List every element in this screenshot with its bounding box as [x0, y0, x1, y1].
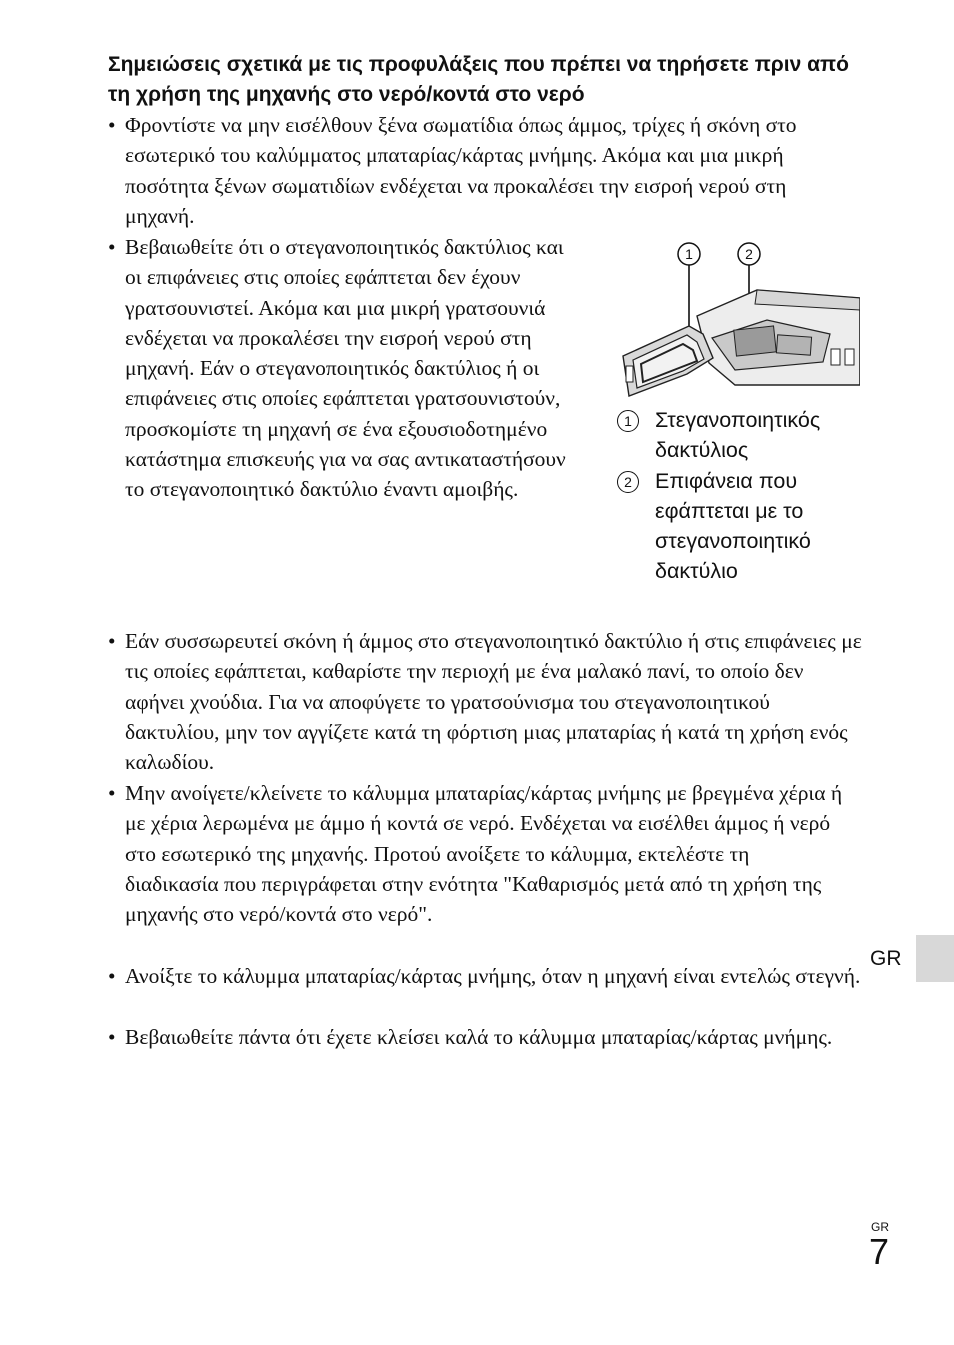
bullet-text: Φροντίστε να μην εισέλθουν ξένα σωματίδια όπως άμμος, τρίχες ή σκόνη στο εσωτερικό του καλύμματος μπαταρίας/κάρτας μνήμης. Ακόμα και μια μικρή ποσότητα ξένων σωματιδίων ενδέχεται να προκαλέσει την εισροή νερού στη μηχανή. — [125, 113, 797, 228]
camera-cover-illustration — [617, 238, 860, 398]
bullet-item — [108, 961, 865, 991]
bullet-text: Εάν συσσωρευτεί σκόνη ή άμμος στο στεγανοποιητικό δακτύλιο ή στις επιφάνειες με τις οποίες εφάπτεται, καθαρίστε την περιοχή με ένα μαλακό πανί, το οποίο δεν αφήνει χνούδια. Για να αποφύγετε το γρατσούνισμα του στεγανοποιητικού δακτυλίου, μην τον αγγίζετε κατά τη φόρτιση μιας μπαταρίας ή κατά τη χρήση ενός καλωδίου. — [125, 629, 862, 775]
bullet-text: Ανοίξτε το κάλυμμα μπαταρίας/κάρτας μνήμης, όταν η μηχανή είναι εντελώς στεγνή. — [125, 964, 861, 988]
camera-body-icon — [697, 290, 860, 385]
bullet-item — [108, 778, 845, 929]
bullet-text: Βεβαιωθείτε πάντα ότι έχετε κλείσει καλά το κάλυμμα μπαταρίας/κάρτας μνήμης. — [125, 1025, 833, 1049]
callout-1-label: 1 — [685, 246, 693, 262]
bullet-item — [108, 232, 575, 505]
callout-2 — [738, 243, 760, 265]
bullet-item — [108, 110, 855, 231]
bullet-item — [108, 626, 865, 777]
bullet-marker: • — [108, 781, 116, 805]
page-number: 7 — [869, 1231, 890, 1272]
legend-item-2 — [617, 466, 867, 587]
legend-number-1: 1 — [617, 410, 639, 432]
bullet-marker: • — [108, 964, 116, 988]
bullet-marker: • — [108, 113, 116, 137]
legend-item-1 — [617, 405, 867, 466]
bullet-marker: • — [108, 629, 116, 653]
bullet-marker: • — [108, 235, 116, 259]
legend-text-1: Στεγανοποιητικός δακτύλιος — [655, 408, 821, 463]
bullet-item — [108, 1022, 845, 1052]
callout-2-label: 2 — [745, 246, 753, 262]
bullet-text: Βεβαιωθείτε ότι ο στεγανοποιητικός δακτύλιος και οι επιφάνειες στις οποίες εφάπτεται δεν έχουν γρατσουνιστεί. Ακόμα και μια μικρή γρατσουνιά ενδέχεται να προκαλέσει την εισροή νερού στη μηχανή. Εάν ο στεγανοποιητικός δακτύλιος ή οι επιφάνειες στις οποίες εφάπτεται γρατσουνιστούν, προσκομίστε τη μηχανή σε ένα εξουσιοδοτημένο κατάστημα επισκευής για να σας αντικαταστήσουν το στεγανοποιητικό δακτύλιο έναντι αμοιβής. — [125, 235, 566, 502]
bullet-marker: • — [108, 1025, 116, 1049]
figure-legend — [617, 405, 867, 587]
language-side-tab — [916, 935, 954, 982]
callout-1 — [678, 243, 700, 265]
page-language-code: GR — [871, 1220, 889, 1234]
section-heading: Σημειώσεις σχετικά με τις προφυλάξεις που πρέπει να τηρήσετε πριν από τη χρήση της μηχανής στο νερό/κοντά στο νερό — [108, 53, 849, 106]
battery-cover-door-icon — [623, 326, 713, 396]
legend-text-2: Επιφάνεια που εφάπτεται με το στεγανοποιητικό δακτύλιο — [655, 468, 811, 584]
language-side-label: GR — [870, 947, 902, 970]
legend-number-2: 2 — [617, 471, 639, 493]
bullet-text: Μην ανοίγετε/κλείνετε το κάλυμμα μπαταρίας/κάρτας μνήμης με βρεγμένα χέρια ή με χέρια λερωμένα με άμμο ή κοντά σε νερό. Ενδέχεται να εισέλθει άμμος ή νερό στο εσωτερικό της μηχανής. Προτού ανοίξετε το κάλυμμα, εκτελέστε τη διαδικασία που περιγράφεται στην ενότητα "Καθαρισμός μετά από τη χρήση της μηχανής στο νερό/κοντά στο νερό". — [125, 781, 843, 927]
